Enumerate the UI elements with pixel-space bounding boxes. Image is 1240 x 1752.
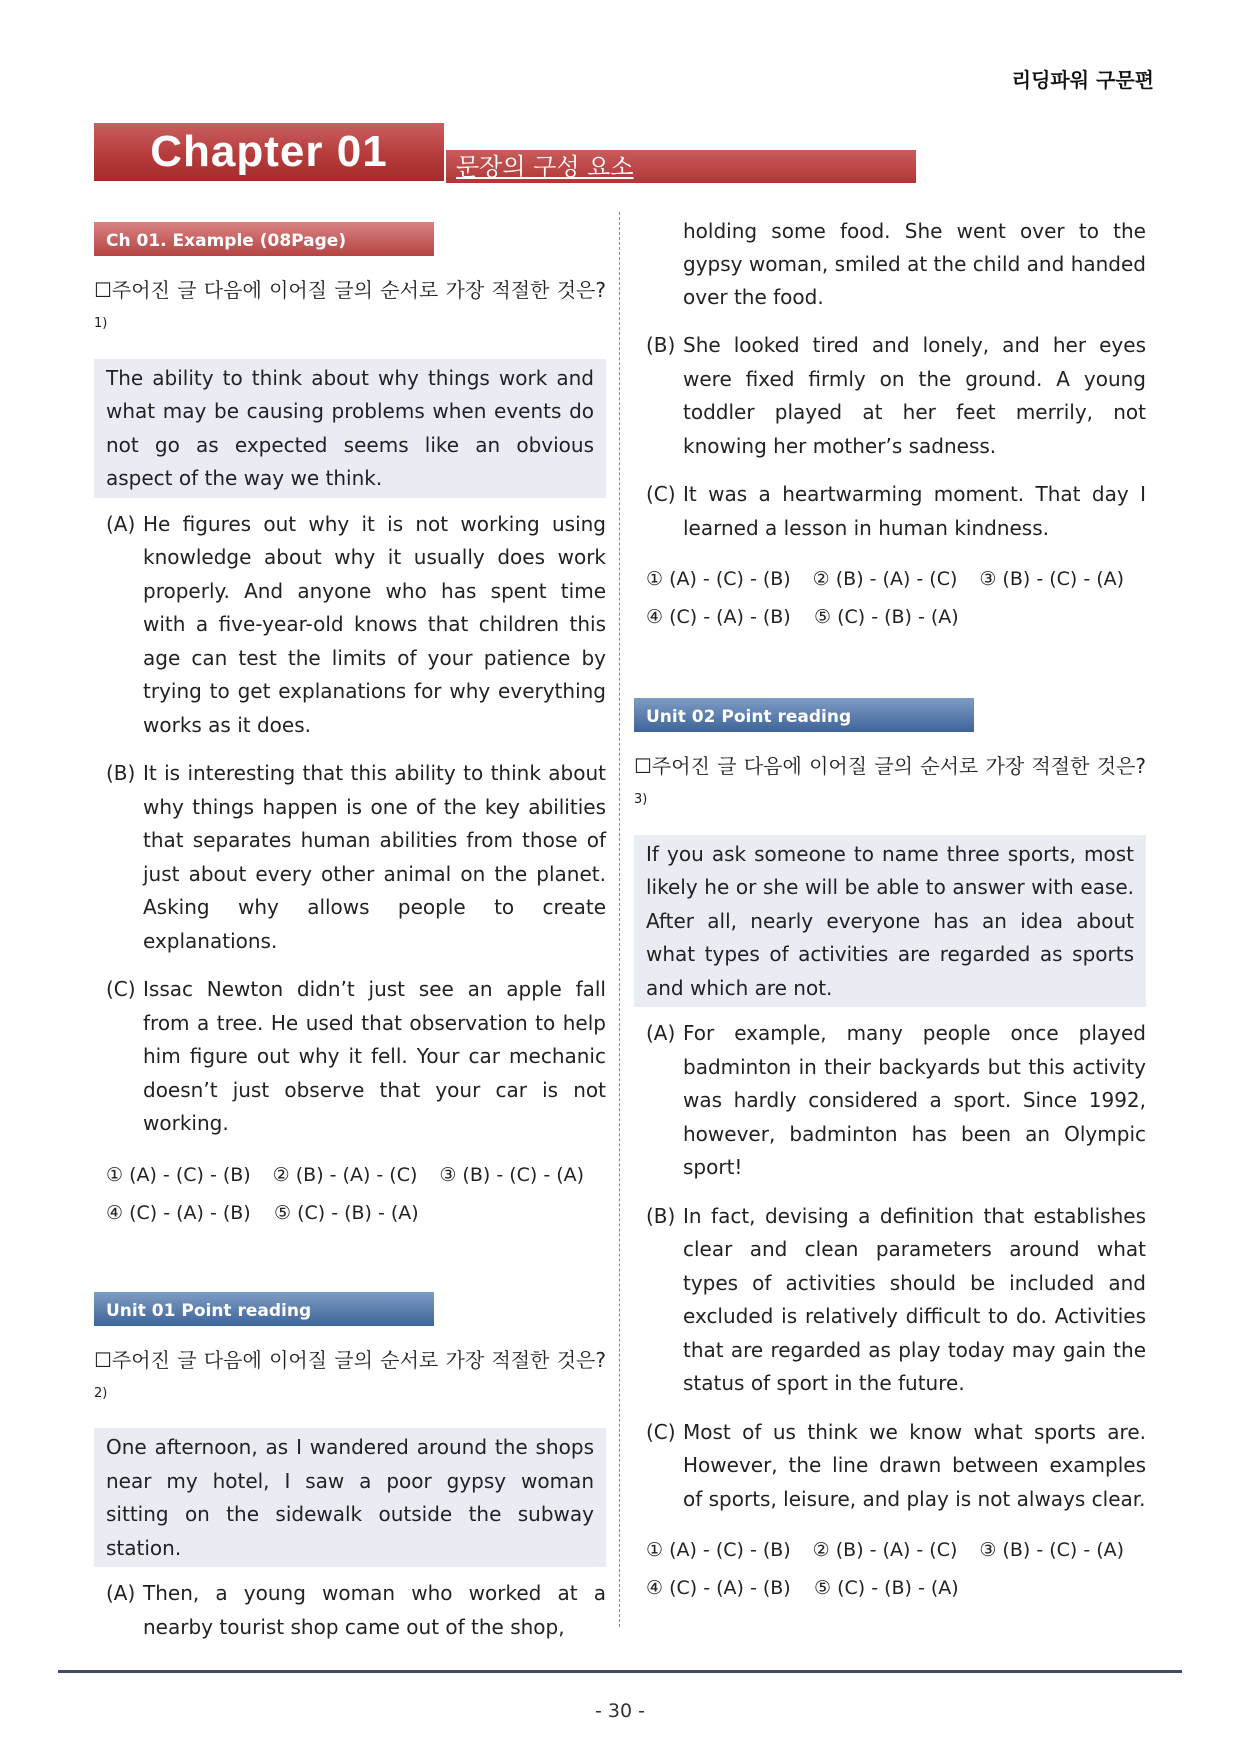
right-column (634, 215, 1146, 1615)
example-passage: The ability to think about why things work and what may be causing problems when events do not go as expected seems like an obvious aspect of the way we think. (94, 359, 606, 498)
chapter-subtitle: 문장의 구성 요소 (446, 150, 916, 183)
paragraph-label: (B) (646, 333, 676, 357)
paragraph-text: She looked tired and lonely, and her eyes were fixed firmly on the ground. A young toddler played at her feet merrily, not knowing her mother’s sadness. (683, 333, 1146, 458)
unit02-passage: If you ask someone to name three sports, most likely he or she will be able to answer with ease. After all, nearly everyone has an idea about what types of activities are regarded as sports and which are not. (634, 835, 1146, 1008)
left-column (94, 222, 606, 1659)
paragraph-text: In fact, devising a definition that establishes clear and clean parameters around what types of activities should be included and excluded is relatively difficult to do. Activities that are regarded as play today may gain the status of sport in the future. (683, 1203, 1146, 1396)
paragraph-label: (B) (106, 761, 136, 786)
choice-1[interactable]: ① (A) - (C) - (B) (646, 568, 791, 590)
paragraph-label: (A) (646, 1021, 676, 1046)
unit02-paragraph-a (634, 1017, 1146, 1185)
choice-4[interactable]: ④ (C) - (A) - (B) (106, 1201, 251, 1224)
footnote-ref[interactable]: 3) (634, 792, 648, 807)
choice-5[interactable]: ⑤ (C) - (B) - (A) (814, 1577, 959, 1600)
unit01-passage: One afternoon, as I wandered around the shops near my hotel, I saw a poor gypsy woman sitting on the sidewalk outside the subway station. (94, 1428, 606, 1567)
choice-4[interactable]: ④ (C) - (A) - (B) (646, 606, 791, 628)
paragraph-text: Issac Newton didn’t just see an apple fall from a tree. He used that observation to help him figure out why it fell. Your car mechanic doesn’t just observe that your car is not working. (143, 977, 606, 1136)
paragraph-label: (C) (646, 1419, 676, 1444)
paragraph-text: For example, many people once played badminton in their backyards but this activity was hardly considered a sport. Since 1992, however, badminton has been an Olympic sport! (683, 1021, 1146, 1180)
paragraph-label: (C) (646, 482, 676, 506)
choice-5[interactable]: ⑤ (C) - (B) - (A) (814, 606, 959, 628)
unit02-section-bar: Unit 02 Point reading (634, 698, 974, 732)
book-title: 리딩파워 구문편 (1011, 68, 1154, 92)
choice-3[interactable]: ③ (B) - (C) - (A) (439, 1163, 585, 1186)
choice-2[interactable]: ② (B) - (A) - (C) (272, 1163, 418, 1186)
footnote-ref[interactable]: 1) (94, 316, 108, 331)
paragraph-label: (C) (106, 977, 136, 1002)
choice-2[interactable]: ② (B) - (A) - (C) (812, 568, 958, 590)
footnote-ref[interactable]: 2) (94, 1385, 108, 1401)
column-divider (619, 212, 620, 1627)
footer-rule (58, 1670, 1182, 1673)
unit02-paragraph-c (634, 1416, 1146, 1517)
unit01-paragraph-a (94, 1577, 606, 1644)
unit02-choices (634, 1531, 1146, 1607)
example-paragraph-c (94, 973, 606, 1141)
unit01-paragraph-c (634, 478, 1146, 545)
page-number: - 30 - (595, 1700, 645, 1722)
unit02-question-text: ☐주어진 글 다음에 이어질 글의 순서로 가장 적절한 것은? (634, 754, 1146, 778)
choice-3[interactable]: ③ (B) - (C) - (A) (979, 568, 1125, 590)
choice-3[interactable]: ③ (B) - (C) - (A) (979, 1539, 1125, 1562)
example-paragraph-b (94, 757, 606, 958)
paragraph-label: (A) (106, 1581, 136, 1606)
paragraph-text: Most of us think we know what sports are. However, the line drawn between examples of sports, leisure, and play is not always clear. (683, 1419, 1146, 1511)
unit01-paragraph-b (634, 329, 1146, 463)
paragraph-text: He figures out why it is not working using knowledge about why it usually does work properly. And anyone who has spent time with a five-year-old knows that children this age can test the limits of your patience by trying to get explanations for why everything works as it does. (143, 511, 606, 737)
paragraph-text: Then, a young woman who worked at a nearby tourist shop came out of the shop, (143, 1581, 606, 1639)
unit01-choices (634, 560, 1146, 636)
choice-2[interactable]: ② (B) - (A) - (C) (812, 1539, 958, 1562)
chapter-title: Chapter 01 (94, 123, 444, 181)
example-choices (94, 1156, 606, 1232)
example-section-bar: Ch 01. Example (08Page) (94, 222, 434, 256)
choice-1[interactable]: ① (A) - (C) - (B) (646, 1539, 791, 1562)
example-question (94, 274, 606, 345)
choice-1[interactable]: ① (A) - (C) - (B) (106, 1163, 251, 1186)
unit01-paragraph-a-continued: holding some food. She went over to the gypsy woman, smiled at the child and handed over the food. (683, 219, 1146, 309)
unit02-paragraph-b (634, 1200, 1146, 1401)
paragraph-text: It was a heartwarming moment. That day I learned a lesson in human kindness. (683, 482, 1146, 540)
unit01-question-text: ☐주어진 글 다음에 이어질 글의 순서로 가장 적절한 것은? (94, 1347, 606, 1372)
choice-5[interactable]: ⑤ (C) - (B) - (A) (274, 1201, 419, 1224)
example-question-text: ☐주어진 글 다음에 이어질 글의 순서로 가장 적절한 것은? (94, 278, 606, 302)
choice-4[interactable]: ④ (C) - (A) - (B) (646, 1577, 791, 1600)
unit01-question (94, 1344, 606, 1415)
paragraph-label: (B) (646, 1203, 676, 1228)
unit02-question (634, 750, 1146, 821)
paragraph-label: (A) (106, 511, 136, 536)
paragraph-text: It is interesting that this ability to think about why things happen is one of the key abilities that separates human abilities from those of just about every other animal on the planet. Asking why allows people to create explanations. (143, 761, 606, 953)
example-paragraph-a (94, 508, 606, 743)
unit01-section-bar: Unit 01 Point reading (94, 1292, 434, 1326)
